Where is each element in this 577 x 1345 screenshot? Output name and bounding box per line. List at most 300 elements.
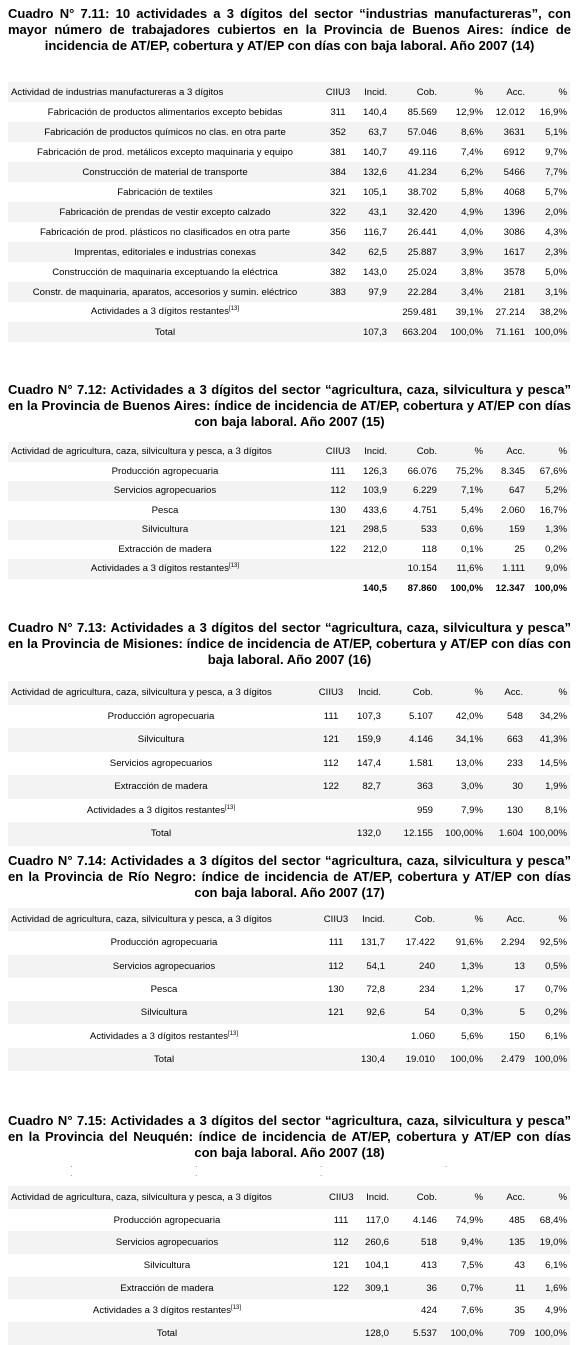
cell-text: 135 xyxy=(508,1237,525,1249)
cell-text: Cob. xyxy=(414,914,435,926)
cell-text: 322 xyxy=(329,206,346,218)
cell-text: 12.347 xyxy=(495,582,525,594)
cell-text: Servicios agropecuarios xyxy=(109,757,213,769)
value-cell xyxy=(526,705,570,729)
value-cell xyxy=(440,302,486,322)
value-cell xyxy=(440,1277,486,1300)
header-cell xyxy=(528,908,570,931)
cell-text: 12.012 xyxy=(495,106,525,118)
value-cell xyxy=(528,520,570,540)
header-cell xyxy=(440,442,486,462)
cell-text: 43 xyxy=(514,1259,525,1271)
value-cell xyxy=(440,282,486,302)
activity-cell xyxy=(8,142,322,162)
value-cell xyxy=(314,752,348,776)
cell-text: 533 xyxy=(420,524,437,536)
cell-text: Incid. xyxy=(364,86,387,98)
cell-text: 7,9% xyxy=(461,804,483,816)
cell-text: 111 xyxy=(330,465,346,477)
table-row xyxy=(8,752,570,776)
value-cell xyxy=(486,775,526,799)
cell-text: Fabricación de productos químicos no clas. en otra parte xyxy=(44,126,286,138)
cell-text: 5,4% xyxy=(461,504,483,516)
cell-text: 352 xyxy=(329,126,346,138)
value-cell xyxy=(354,162,390,182)
cell-text: 1.604 xyxy=(498,828,523,840)
cell-text: 1,2% xyxy=(461,984,483,996)
value-cell xyxy=(322,501,354,521)
header-cell xyxy=(314,681,348,705)
cell-text: Extracción de madera xyxy=(120,1282,214,1294)
cell-text: Pesca xyxy=(151,504,179,516)
cell-text: 107,3 xyxy=(362,326,387,338)
value-cell xyxy=(354,481,390,501)
value-cell xyxy=(390,182,440,202)
table-row xyxy=(8,242,570,262)
value-cell xyxy=(392,1322,440,1345)
cell-text: 82,7 xyxy=(362,781,381,793)
activity-cell xyxy=(8,1277,326,1300)
value-cell xyxy=(348,822,384,846)
cell-text: 518 xyxy=(420,1237,437,1249)
cell-text: Acc. xyxy=(504,687,523,699)
cell-text: 100,0% xyxy=(534,582,567,594)
value-cell xyxy=(314,799,348,823)
value-cell xyxy=(486,1048,528,1071)
footnote-ref: [13] xyxy=(228,1030,239,1037)
value-cell xyxy=(390,579,440,599)
value-cell xyxy=(440,579,486,599)
value-cell xyxy=(356,1322,392,1345)
cell-text: 25.887 xyxy=(407,246,437,258)
value-cell xyxy=(440,202,486,222)
value-cell xyxy=(356,1277,392,1300)
table-title: Cuadro N° 7.13: Actividades a 3 dígitos del sector “agricultura, caza, silvicultura y pesca” en la Provincia de Misiones: índice de incidencia de AT/EP, cobertura y AT/EP con días con baja laboral. Año 2007 (16) xyxy=(8,620,571,667)
activity-cell xyxy=(8,242,322,262)
cell-text: 41.234 xyxy=(407,166,437,178)
table-row xyxy=(8,1299,570,1322)
cell-text: 35 xyxy=(514,1305,525,1317)
value-cell xyxy=(390,202,440,222)
cell-text: 74,9% xyxy=(455,1214,483,1226)
value-cell xyxy=(440,222,486,242)
cell-text: 100,00% xyxy=(445,828,483,840)
cell-text: 30 xyxy=(512,781,523,793)
cell-text: 3,9% xyxy=(461,246,483,258)
activity-cell xyxy=(8,1254,326,1277)
cell-text: % xyxy=(558,446,567,458)
value-cell xyxy=(486,322,528,342)
value-cell xyxy=(486,1001,528,1024)
activity-cell xyxy=(8,481,322,501)
cell-text: 4,3% xyxy=(545,226,567,238)
activity-cell xyxy=(8,282,322,302)
cell-text: 39,1% xyxy=(455,306,483,318)
cell-text: 67,6% xyxy=(539,465,567,477)
value-cell xyxy=(528,579,570,599)
cell-text: Total xyxy=(154,326,176,338)
value-cell xyxy=(528,481,570,501)
cell-text: Silvicultura xyxy=(143,1259,191,1271)
value-cell xyxy=(440,102,486,122)
cell-text: 36 xyxy=(426,1282,437,1294)
value-cell xyxy=(486,1024,528,1047)
cell-text: 309,1 xyxy=(364,1282,389,1294)
cell-text: 8.345 xyxy=(500,465,525,477)
value-cell xyxy=(528,1231,570,1254)
cell-text: 6.229 xyxy=(412,485,437,497)
cell-text: 1.060 xyxy=(410,1030,435,1042)
value-cell xyxy=(352,1024,388,1047)
cell-text: Producción agropecuaria xyxy=(113,1214,221,1226)
value-cell xyxy=(390,520,440,540)
value-cell xyxy=(390,462,440,482)
header-cell xyxy=(8,442,322,462)
cell-text: 130 xyxy=(327,984,344,996)
value-cell xyxy=(384,752,436,776)
value-cell xyxy=(354,222,390,242)
value-cell xyxy=(314,775,348,799)
table-section-7-13 xyxy=(0,620,577,668)
cell-text: 130,4 xyxy=(360,1053,385,1065)
value-cell xyxy=(486,1277,528,1300)
value-cell xyxy=(390,122,440,142)
value-cell xyxy=(486,1299,528,1322)
value-cell xyxy=(486,501,528,521)
value-cell xyxy=(354,282,390,302)
cell-text: 54 xyxy=(424,1007,435,1019)
table-row xyxy=(8,222,570,242)
table-row xyxy=(8,1209,570,1232)
value-cell xyxy=(486,262,528,282)
cell-text: 121 xyxy=(329,524,346,536)
value-cell xyxy=(440,462,486,482)
value-cell xyxy=(438,955,486,978)
data-table-7-15 xyxy=(8,1186,570,1345)
cell-text: CIIU3 xyxy=(325,446,351,458)
data-table-7-11 xyxy=(8,82,570,342)
activity-cell xyxy=(8,579,322,599)
cell-text: 0,2% xyxy=(545,1007,567,1019)
value-cell xyxy=(390,302,440,322)
cell-text: 112 xyxy=(323,757,339,769)
activity-cell xyxy=(8,520,322,540)
value-cell xyxy=(352,955,388,978)
table-row xyxy=(8,520,570,540)
value-cell xyxy=(354,322,390,342)
cell-text: CIIU3 xyxy=(318,687,344,699)
value-cell xyxy=(440,1322,486,1345)
cell-text: Actividad de industrias manufactureras a 3 dígitos xyxy=(11,86,224,98)
value-cell xyxy=(436,775,486,799)
cell-text: 122 xyxy=(329,543,346,555)
cell-text: 5 xyxy=(519,1007,525,1019)
cell-text: 7,4% xyxy=(461,146,483,158)
value-cell xyxy=(486,705,526,729)
footnote-ref: [13] xyxy=(229,306,240,313)
cell-text: 66.076 xyxy=(407,465,437,477)
cell-text: 132,6 xyxy=(362,166,387,178)
value-cell xyxy=(440,262,486,282)
cell-text: 32.420 xyxy=(407,206,437,218)
activity-cell xyxy=(8,1048,320,1071)
table-total-row xyxy=(8,1048,570,1071)
value-cell xyxy=(390,162,440,182)
value-cell xyxy=(486,978,528,1001)
value-cell xyxy=(526,799,570,823)
cell-text: 62,5 xyxy=(368,246,387,258)
cell-text: 111 xyxy=(333,1214,349,1226)
table-row xyxy=(8,705,570,729)
cell-text: 3578 xyxy=(503,266,525,278)
cell-text: Producción agropecuaria xyxy=(107,710,215,722)
table-row xyxy=(8,302,570,322)
cell-text: Incid. xyxy=(364,446,387,458)
table-header-row xyxy=(8,82,570,102)
cell-text: 1,9% xyxy=(545,781,567,793)
table-title: Cuadro N° 7.15: Actividades a 3 dígitos del sector “agricultura, caza, silvicultura y pesca” en la Provincia del Neuquén: índice de incidencia de AT/EP, cobertura y AT/EP con días con baja laboral. Año 2007 (18) xyxy=(8,1113,571,1160)
cell-text: 14,5% xyxy=(539,757,567,769)
value-cell xyxy=(354,182,390,202)
header-cell xyxy=(390,82,440,102)
table-section-7-15 xyxy=(0,1113,577,1161)
cell-text: Acc. xyxy=(506,446,525,458)
activity-cell xyxy=(8,462,322,482)
table-row xyxy=(8,955,570,978)
activity-cell xyxy=(8,1299,326,1322)
value-cell xyxy=(354,102,390,122)
value-cell xyxy=(326,1322,356,1345)
value-cell xyxy=(486,102,528,122)
cell-text: 100,0% xyxy=(450,1053,483,1065)
cell-text: 34,1% xyxy=(455,734,483,746)
cell-text: 118 xyxy=(421,543,437,555)
cell-text: Incid. xyxy=(358,687,381,699)
cell-text: 121 xyxy=(322,734,339,746)
value-cell xyxy=(314,728,348,752)
value-cell xyxy=(322,302,354,322)
table-row xyxy=(8,282,570,302)
value-cell xyxy=(384,728,436,752)
value-cell xyxy=(356,1209,392,1232)
cell-text: 12.155 xyxy=(403,828,433,840)
cell-text: 0,2% xyxy=(545,543,567,555)
cell-text: 413 xyxy=(420,1259,437,1271)
cell-text: 13 xyxy=(514,960,525,972)
value-cell xyxy=(436,705,486,729)
value-cell xyxy=(348,799,384,823)
value-cell xyxy=(384,799,436,823)
value-cell xyxy=(526,728,570,752)
cell-text: 105,1 xyxy=(362,186,387,198)
activity-cell xyxy=(8,1024,320,1047)
value-cell xyxy=(354,302,390,322)
header-cell xyxy=(354,82,390,102)
activity-cell xyxy=(8,559,322,579)
activity-cell xyxy=(8,302,322,322)
value-cell xyxy=(388,1048,438,1071)
value-cell xyxy=(528,1277,570,1300)
cell-text: Constr. de maquinaria, aparatos, accesorios y sumin. eléctrico xyxy=(32,286,298,298)
cell-text: 4.751 xyxy=(412,504,437,516)
cell-text: 5.107 xyxy=(408,710,433,722)
value-cell xyxy=(392,1254,440,1277)
cell-text: 1396 xyxy=(503,206,525,218)
cell-text: 433,6 xyxy=(362,504,387,516)
cell-text: 1,6% xyxy=(545,1282,567,1294)
value-cell xyxy=(320,1024,352,1047)
table-row xyxy=(8,728,570,752)
activity-cell xyxy=(8,222,322,242)
value-cell xyxy=(388,931,438,954)
activity-cell xyxy=(8,799,314,823)
value-cell xyxy=(392,1209,440,1232)
cell-text: % xyxy=(558,687,567,699)
value-cell xyxy=(322,202,354,222)
table-header-row xyxy=(8,442,570,462)
cell-text: 7,6% xyxy=(461,1305,483,1317)
value-cell xyxy=(320,931,352,954)
table-row xyxy=(8,182,570,202)
cell-text: 2.294 xyxy=(500,937,525,949)
activity-cell xyxy=(8,122,322,142)
cell-text: 130 xyxy=(506,804,523,816)
header-cell xyxy=(348,681,384,705)
cell-text: 9,4% xyxy=(461,1237,483,1249)
data-table-7-14 xyxy=(8,908,570,1071)
cell-text: 663 xyxy=(506,734,523,746)
value-cell xyxy=(528,978,570,1001)
cell-text: Actividad de agricultura, caza, silvicultura y pesca, a 3 dígitos xyxy=(11,687,272,699)
header-cell xyxy=(320,908,352,931)
header-cell xyxy=(322,82,354,102)
cell-text: 122 xyxy=(332,1282,349,1294)
cell-text: Silvicultura xyxy=(137,734,185,746)
cell-text: 5,7% xyxy=(545,186,567,198)
cell-text: 25.024 xyxy=(407,266,437,278)
activity-cell xyxy=(8,262,322,282)
cell-text: Actividades a 3 dígitos restantes xyxy=(86,804,226,816)
value-cell xyxy=(440,242,486,262)
cell-text: Extracción de madera xyxy=(114,781,208,793)
activity-cell xyxy=(8,540,322,560)
cell-text: 2.479 xyxy=(500,1053,525,1065)
value-cell xyxy=(486,142,528,162)
cell-text: Actividades a 3 dígitos restantes xyxy=(90,563,230,575)
activity-cell xyxy=(8,1231,326,1254)
cell-text: 3631 xyxy=(503,126,525,138)
value-cell xyxy=(354,262,390,282)
cell-text: Producción agropecuaria xyxy=(111,465,219,477)
value-cell xyxy=(352,1001,388,1024)
value-cell xyxy=(486,202,528,222)
table-title: Cuadro N° 7.12: Actividades a 3 dígitos del sector “agricultura, caza, silvicultura y pesca” en la Provincia de Buenos Aires: índice de incidencia de AT/EP, cobertura y AT/EP con días con baja laboral. Año 2007 (15) xyxy=(8,382,571,429)
value-cell xyxy=(486,728,526,752)
value-cell xyxy=(390,102,440,122)
value-cell xyxy=(528,102,570,122)
value-cell xyxy=(528,559,570,579)
cell-text: 100,0% xyxy=(534,1327,567,1339)
cell-text: % xyxy=(558,86,567,98)
value-cell xyxy=(390,501,440,521)
value-cell xyxy=(528,1322,570,1345)
cell-text: 107,3 xyxy=(356,710,381,722)
value-cell xyxy=(528,931,570,954)
cell-text: CIIU3 xyxy=(323,914,349,926)
value-cell xyxy=(486,1254,528,1277)
cell-text: % xyxy=(558,914,567,926)
value-cell xyxy=(354,122,390,142)
cell-text: 0,5% xyxy=(545,960,567,972)
cell-text: Total xyxy=(150,828,172,840)
activity-cell xyxy=(8,1001,320,1024)
cell-text: 663.204 xyxy=(402,326,437,338)
value-cell xyxy=(322,462,354,482)
activity-cell xyxy=(8,102,322,122)
value-cell xyxy=(392,1277,440,1300)
cell-text: 100,0% xyxy=(450,1327,483,1339)
cell-text: Producción agropecuaria xyxy=(110,937,218,949)
cell-text: 233 xyxy=(506,757,523,769)
header-cell xyxy=(8,908,320,931)
value-cell xyxy=(438,1001,486,1024)
value-cell xyxy=(528,1299,570,1322)
value-cell xyxy=(440,540,486,560)
value-cell xyxy=(440,1209,486,1232)
cell-text: 111 xyxy=(328,937,344,949)
value-cell xyxy=(440,322,486,342)
cell-text: 26.441 xyxy=(407,226,437,238)
cell-text: 1,3% xyxy=(545,524,567,536)
value-cell xyxy=(528,242,570,262)
cell-text: 384 xyxy=(329,166,346,178)
cell-text: Pesca xyxy=(150,984,178,996)
cell-text: 112 xyxy=(330,485,346,497)
value-cell xyxy=(320,1001,352,1024)
value-cell xyxy=(528,142,570,162)
cell-text: 2,0% xyxy=(545,206,567,218)
value-cell xyxy=(486,302,528,322)
cell-text: 38.702 xyxy=(407,186,437,198)
value-cell xyxy=(390,222,440,242)
cell-text: 147,4 xyxy=(356,757,381,769)
cell-text: 17.422 xyxy=(405,937,435,949)
cell-text: 54,1 xyxy=(366,960,385,972)
value-cell xyxy=(486,222,528,242)
value-cell xyxy=(528,202,570,222)
value-cell xyxy=(354,142,390,162)
header-cell xyxy=(486,82,528,102)
value-cell xyxy=(326,1254,356,1277)
cell-text: Construcción de maquinaria exceptuando la eléctrica xyxy=(52,266,278,278)
value-cell xyxy=(528,1254,570,1277)
value-cell xyxy=(322,242,354,262)
table-row xyxy=(8,1277,570,1300)
value-cell xyxy=(486,462,528,482)
cell-text: Cob. xyxy=(416,86,437,98)
cell-text: 116,7 xyxy=(363,226,387,238)
value-cell xyxy=(356,1299,392,1322)
cell-text: 1.111 xyxy=(502,563,525,575)
table-section-7-11 xyxy=(0,6,577,54)
header-cell xyxy=(352,908,388,931)
value-cell xyxy=(528,122,570,142)
cell-text: 260,6 xyxy=(364,1237,389,1249)
value-cell xyxy=(354,202,390,222)
cell-text: CIIU3 xyxy=(325,86,351,98)
value-cell xyxy=(322,579,354,599)
value-cell xyxy=(384,822,436,846)
